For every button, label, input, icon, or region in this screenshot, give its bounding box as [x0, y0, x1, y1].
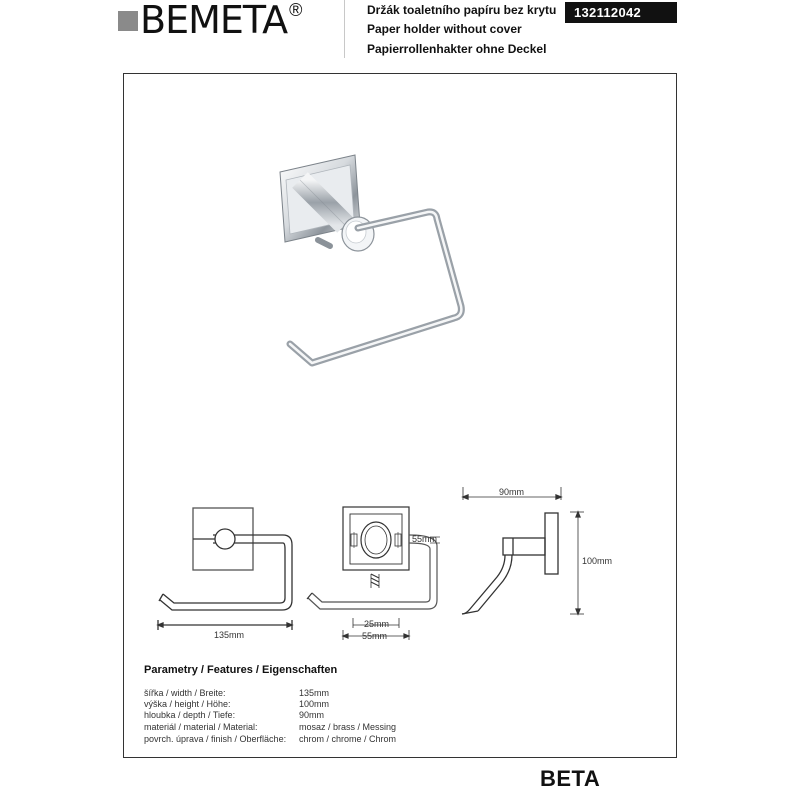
- product-code: 132112042: [565, 2, 677, 23]
- dim-width-label: 135mm: [214, 630, 245, 640]
- title-czech: Držák toaletního papíru bez krytu: [367, 3, 557, 17]
- dim-screw-spacing-label: 25mm: [364, 619, 390, 629]
- feature-label: výška / height / Höhe:: [144, 699, 231, 709]
- feature-value: 135mm: [299, 688, 330, 698]
- feature-label: materiál / material / Material:: [144, 722, 258, 732]
- features-title: Parametry / Features / Eigenschaften: [144, 664, 338, 676]
- series-name: BETA: [540, 766, 601, 791]
- feature-value: 100mm: [299, 699, 330, 709]
- feature-value: chrom / chrome / Chrom: [299, 734, 397, 744]
- front-view-drawing: [158, 508, 292, 630]
- registered-mark: ®: [289, 0, 303, 20]
- dim-plate-width-label: 55mm: [362, 631, 388, 641]
- brand-name: BEMETA: [140, 0, 288, 42]
- feature-value: 90mm: [299, 710, 325, 720]
- side-view-drawing: [462, 487, 584, 614]
- feature-value: mosaz / brass / Messing: [299, 722, 397, 732]
- feature-label: hloubka / depth / Tiefe:: [144, 710, 236, 720]
- title-german: Papierrollenhakter ohne Deckel: [367, 42, 547, 56]
- feature-label: povrch. úprava / finish / Oberfläche:: [144, 734, 287, 744]
- title-english: Paper holder without cover: [367, 22, 522, 36]
- product-photo: [280, 155, 461, 363]
- feature-label: šířka / width / Breite:: [144, 688, 226, 698]
- dim-plate-size-label: 55mm: [412, 534, 438, 544]
- dim-depth-label: 90mm: [499, 487, 525, 497]
- dim-height-label: 100mm: [582, 556, 613, 566]
